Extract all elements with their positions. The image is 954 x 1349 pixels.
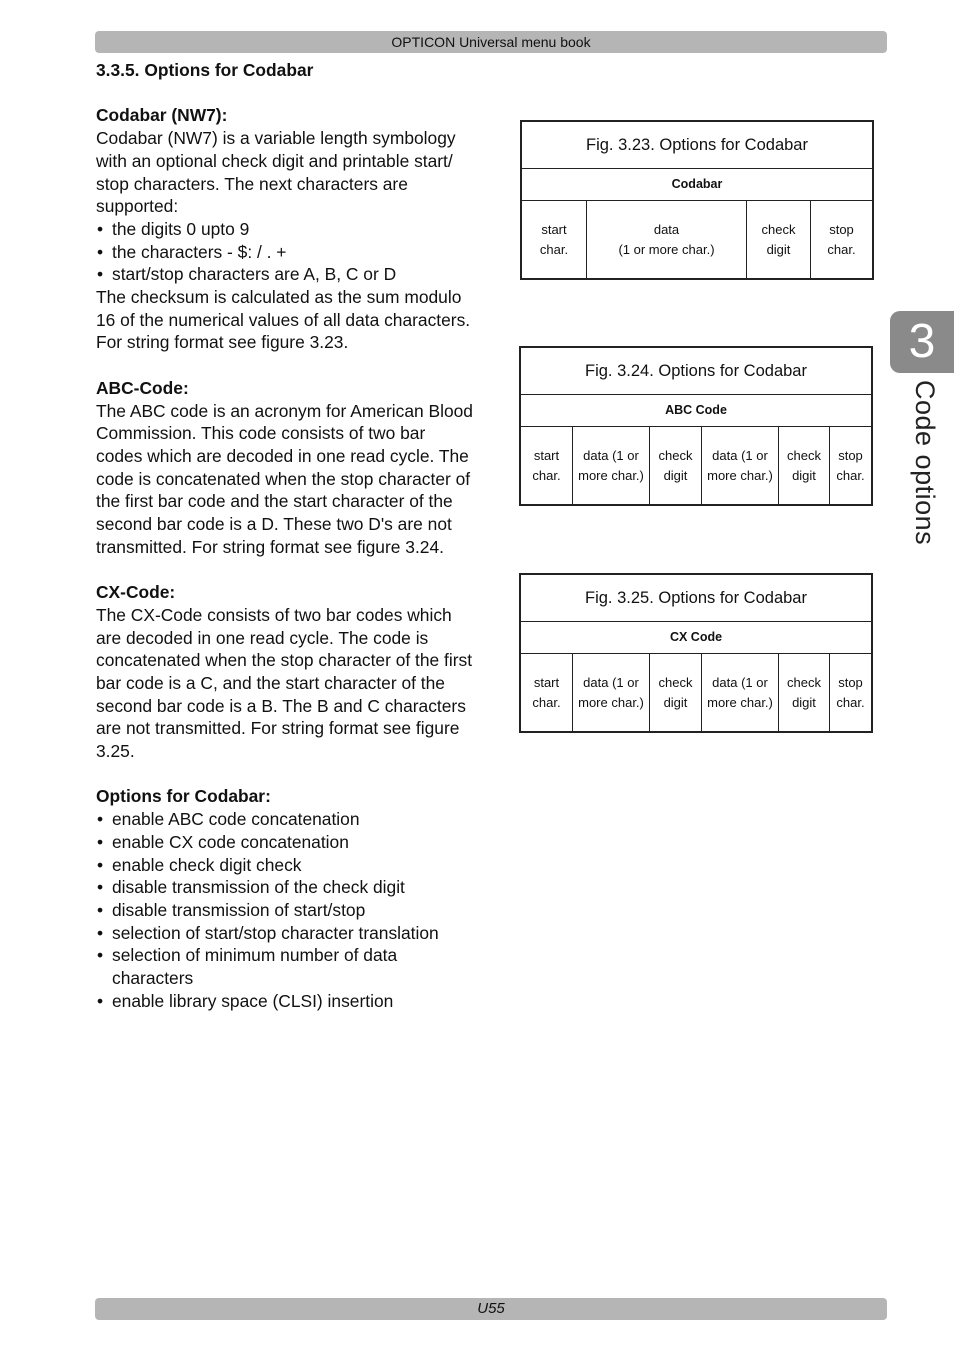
format-cell: check digit <box>650 654 702 731</box>
format-cell: check digit <box>747 201 811 278</box>
format-cell: data (1 or more char.) <box>702 427 779 504</box>
figure-subtitle: CX Code <box>521 622 871 654</box>
format-cell: start char. <box>521 427 573 504</box>
format-cell: check digit <box>650 427 702 504</box>
page-header: OPTICON Universal menu book <box>95 31 887 53</box>
options-list <box>96 808 476 1012</box>
figure-3-24 <box>519 346 873 506</box>
figure-3-25 <box>519 573 873 733</box>
codabar-char-list <box>96 218 476 286</box>
list-item: • selection of start/stop character translation <box>96 922 476 945</box>
codabar-heading: Codabar (NW7): <box>96 105 228 126</box>
list-item: • the digits 0 upto 9 <box>96 218 476 241</box>
chapter-label: Code options <box>910 380 940 546</box>
abc-heading: ABC-Code: <box>96 377 189 398</box>
figure-title: Fig. 3.24. Options for Codabar <box>521 348 871 395</box>
page-footer: U55 <box>95 1298 887 1320</box>
format-cell: data (1 or more char.) <box>702 654 779 731</box>
chapter-tab: 3 <box>890 311 954 373</box>
list-item: • start/stop characters are A, B, C or D <box>96 263 476 286</box>
figure-format-row <box>522 201 872 278</box>
list-item: • disable transmission of start/stop <box>96 899 476 922</box>
list-item: • the characters - $: / . + <box>96 241 476 264</box>
figure-format-row <box>521 427 871 504</box>
format-cell: start char. <box>521 654 573 731</box>
codabar-outro: The checksum is calculated as the sum modulo 16 of the numerical values of all data characters. For string format see figure 3.23. <box>96 287 471 353</box>
format-cell: data (1 or more char.) <box>573 654 650 731</box>
format-cell: stop char. <box>836 674 865 710</box>
list-item: • enable CX code concatenation <box>96 831 476 854</box>
list-item: • enable check digit check <box>96 854 476 877</box>
format-cell: check digit <box>779 654 830 731</box>
figure-format-row <box>521 654 871 731</box>
section-title: 3.3.5. Options for Codabar <box>96 60 314 80</box>
format-cell: stop char. <box>836 447 865 483</box>
format-cell: data (1 or more char.) <box>573 427 650 504</box>
figure-title: Fig. 3.23. Options for Codabar <box>522 122 872 169</box>
format-cell: start char. <box>522 201 587 278</box>
format-cell: check digit <box>779 427 830 504</box>
format-cell: data (1 or more char.) <box>587 201 747 278</box>
list-item: • enable ABC code concatenation <box>96 808 476 831</box>
cx-heading: CX-Code: <box>96 582 176 603</box>
cx-body: The CX-Code consists of two bar codes which are decoded in one read cycle. The code is concatenated when the stop character of the first bar code is a C, and the start character of the second bar code is a B. The B and C characters are not transmitted. For string format see figure 3.25. <box>96 604 473 762</box>
list-item: • selection of minimum number of data characters <box>96 944 476 989</box>
main-text <box>96 59 476 1012</box>
options-heading: Options for Codabar: <box>96 786 271 807</box>
figure-title: Fig. 3.25. Options for Codabar <box>521 575 871 622</box>
figure-subtitle: Codabar <box>522 169 872 201</box>
abc-body: The ABC code is an acronym for American Blood Commission. This code consists of two bar codes which are decoded in one read cycle. The code is concatenated when the stop character of the first bar code and the start character of the second bar code is a D. These two D's are not transmitted. For string format see figure 3.24. <box>96 400 473 557</box>
list-item: • disable transmission of the check digit <box>96 876 476 899</box>
figure-subtitle: ABC Code <box>521 395 871 427</box>
codabar-intro: Codabar (NW7) is a variable length symbology with an optional check digit and printable start/ stop characters. The next characters are supported: <box>96 128 456 217</box>
list-item: • enable library space (CLSI) insertion <box>96 990 476 1013</box>
format-cell: stop char. <box>827 221 856 257</box>
figure-3-23 <box>520 120 874 280</box>
